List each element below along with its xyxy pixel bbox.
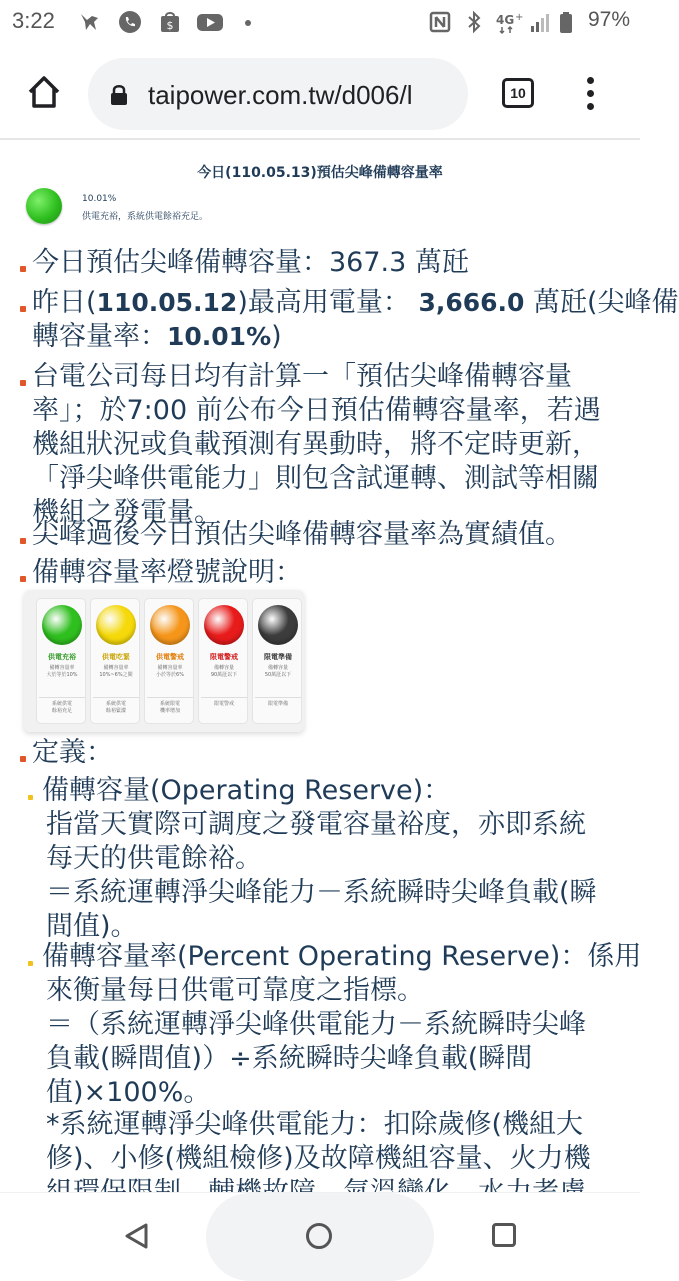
definition-percent-reserve-title: 備轉容量率(Percent Operating Reserve)：係用 <box>32 940 632 974</box>
light-foot: 系統供電 餘裕緊澀 <box>93 697 139 715</box>
bullet-icon <box>20 756 26 762</box>
bullet-icon <box>20 538 26 544</box>
light-card-orange <box>144 598 194 724</box>
reserve-lights-legend <box>24 590 304 732</box>
url-text[interactable]: taipower.com.tw/d006/l <box>148 80 413 110</box>
definition-line: 修)、小修(機組檢修)及故障機組容量、火力機 <box>46 1143 591 1174</box>
light-foot: 限電警戒 <box>201 697 247 708</box>
light-card-green <box>36 598 86 724</box>
status-time: 3:22 <box>12 8 55 33</box>
definition-line: ＝系統運轉淨尖峰能力－系統瞬時尖峰負載(瞬 <box>46 877 597 908</box>
definition-line: 來衡量每日供電可靠度之指標。 <box>46 975 424 1006</box>
light-card-black <box>252 598 302 724</box>
light-note: 備轉容量 50萬瓩以下 <box>264 665 292 678</box>
dot-icon <box>240 10 264 34</box>
light-foot: 限電準備 <box>255 697 301 708</box>
bird-icon <box>78 10 102 34</box>
green-light-icon <box>42 605 82 645</box>
nfc-icon <box>428 10 452 34</box>
light-label: 限電準備 <box>264 653 292 661</box>
shopping-icon <box>158 10 182 34</box>
black-light-icon <box>258 605 298 645</box>
overflow-menu-icon[interactable] <box>580 74 600 114</box>
paragraph-yesterday-usage: 昨日(110.05.12)最高用電量： 3,666.0 萬瓩(尖峰備 轉容量率：10.01%) <box>22 286 634 354</box>
definition-line: 間值)。 <box>46 911 138 942</box>
sub-bullet-icon <box>28 961 33 966</box>
paragraph-peak-reserve: 今日預估尖峰備轉容量：367.3 萬瓩 <box>22 246 634 280</box>
bullet-icon <box>20 576 26 582</box>
bullet-icon <box>20 380 26 386</box>
yellow-light-icon <box>96 605 136 645</box>
status-percent: 10.01% <box>82 194 117 204</box>
toolbar-divider <box>0 138 640 140</box>
bullet-icon <box>20 306 26 312</box>
paragraph-after-peak: 尖峰過後今日預估尖峰備轉容量率為實績值。 <box>22 518 634 552</box>
light-label: 限電警戒 <box>210 653 238 661</box>
green-status-light <box>26 188 62 224</box>
definition-line: 指當天實際可調度之發電容量裕度，亦即系統 <box>46 809 586 840</box>
light-card-yellow <box>90 598 140 724</box>
light-foot: 系統限電 機率增加 <box>147 697 193 715</box>
lock-icon[interactable] <box>110 84 128 106</box>
red-light-icon <box>204 605 244 645</box>
paragraph-lights-heading: 備轉容量率燈號說明： <box>22 556 634 590</box>
bullet-icon <box>20 266 26 272</box>
light-note: 備轉容量 90萬瓩以下 <box>210 665 238 678</box>
page-title: 今日(110.05.13)預估尖峰備轉容量率 <box>197 165 443 181</box>
youtube-icon <box>196 10 224 34</box>
light-note: 備轉容量率 小於等於6% <box>156 665 184 678</box>
back-icon[interactable] <box>122 1221 152 1251</box>
svg-text:4G: 4G <box>496 13 515 27</box>
svg-text:$: $ <box>166 19 174 32</box>
light-foot: 系統供電 餘裕充足 <box>39 697 85 715</box>
status-bar <box>0 0 640 44</box>
bluetooth-icon <box>462 10 486 34</box>
definition-line: 負載(瞬間值)）÷系統瞬時尖峰負載(瞬間 <box>46 1043 533 1074</box>
light-note: 備轉容量率 10%~6%之間 <box>99 665 133 678</box>
orange-light-icon <box>150 605 190 645</box>
battery-icon <box>558 10 574 34</box>
light-label: 供電充裕 <box>48 653 76 661</box>
battery-percent: 97% <box>587 8 630 31</box>
paragraph-definitions-heading: 定義： <box>22 736 634 770</box>
home-icon[interactable] <box>24 72 64 112</box>
lte-icon <box>494 10 524 34</box>
tab-switcher-button[interactable]: 10 <box>502 78 534 108</box>
definition-operating-reserve-title: 備轉容量(Operating Reserve)： <box>32 774 632 808</box>
light-card-red <box>198 598 248 724</box>
phone-icon <box>118 10 142 34</box>
sub-bullet-icon <box>28 795 33 800</box>
svg-text:+: + <box>515 12 524 23</box>
browser-toolbar <box>0 52 640 136</box>
light-label: 供電警戒 <box>156 653 184 661</box>
home-circle-icon[interactable] <box>306 1223 332 1249</box>
recent-apps-icon[interactable] <box>492 1223 516 1247</box>
light-label: 供電吃緊 <box>102 653 130 661</box>
system-nav-bar <box>0 1192 640 1280</box>
definition-line: 每天的供電餘裕。 <box>46 843 262 874</box>
signal-icon <box>528 10 552 34</box>
definition-line: ＝（系統運轉淨尖峰供電能力－系統瞬時尖峰 <box>46 1009 586 1040</box>
status-description: 供電充裕，系統供電餘裕充足。 <box>82 212 209 222</box>
definition-line: *系統運轉淨尖峰供電能力：扣除歲修(機組大 <box>46 1109 584 1140</box>
address-bar[interactable] <box>88 58 468 130</box>
page-content[interactable] <box>0 146 679 1192</box>
definition-line: 值)×100%。 <box>46 1077 211 1108</box>
light-note: 備轉容量率 大於等於10% <box>46 665 78 678</box>
paragraph-calculation-note: 台電公司每日均有計算一「預估尖峰備轉容量 率」；於7:00 前公布今日預估備轉容量率，若遇 機組狀況或負載預測有異動時，將不定時更新， 「淨尖峰供電能力」則包含試運轉、測試等相關 機組之發電量。 <box>22 360 634 530</box>
